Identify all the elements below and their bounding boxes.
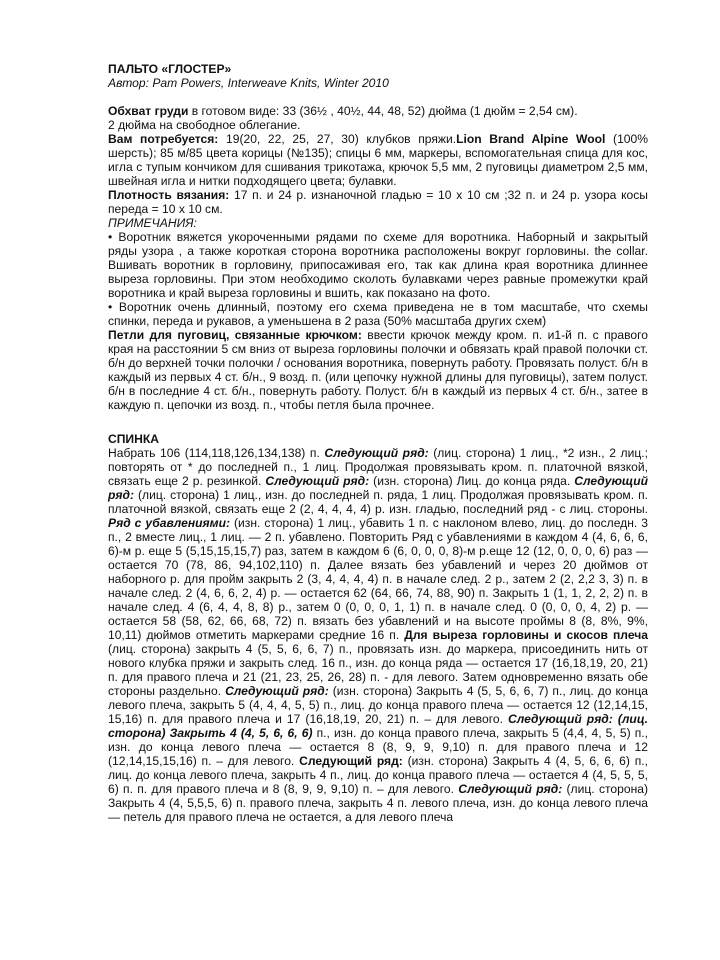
bust-paragraph <box>108 104 648 118</box>
back-instructions <box>108 446 648 824</box>
gauge-paragraph <box>108 188 648 216</box>
notes-heading: ПРИМЕЧАНИЯ: <box>108 216 197 230</box>
back-text: Набрать 106 (114,118,126,134,138) п. <box>108 446 325 460</box>
next-row-label: Следующий ряд: <box>265 474 370 488</box>
button-loops-text: ввести крючок между кром. п. и1-й п. с правого края на расстоянии 5 см вниз от выреза горловины полочки и обвязать край правой полочки ст. б/н до верхней точки полочки / основания воротника, повернуть работу. Провязать полуст. б/н в каждый из первых 4 ст. б/н., 9 возд. п. (или цепочку нужной длины для пуговицы), затем полуст. б/н в последние 4 ст. б/н., повернуть работу. Полуст. б/н в каждый из первых 4 ст. б/н., затее в каждую п. цепочки из возд. п., чтобы петля была прочнее. <box>108 328 648 412</box>
next-row-label: Следующий ряд: <box>458 782 563 796</box>
back-text: (лиц. сторона) закрыть 4 (5, 5, 6, 6, 7) п., провязать изн. до маркера, присоединить нить от нового клубка пряжи и закрыть след. 16 п., изн. до конца ряда — остается 17 (16,18,19, 20, 21) п. для правого плеча и 21 (21, 23, 25, 26, 28) п. - для левого. Затем одновременно вязать обе стороны раздельно. <box>108 642 648 698</box>
note-collar: • Воротник вяжется укороченными рядами по схеме для воротника. Наборный и закрытый ряды узора , а также короткая сторона воротника расположены вокруг горловины. the collar. Вшивать воротник в горловину, припосаживая его, так как длина края воротника длиннее выреза горловины. При этом необходимо сколоть булавками через равные промежутки край воротника и край выреза горловины и вшить, как показано на фото. <box>108 230 648 300</box>
ease-paragraph: 2 дюйма на свободное облегание. <box>108 118 301 132</box>
next-row-label: Следующий ряд: <box>324 446 429 460</box>
back-text: (лиц. сторона) 1 лиц., изн. до последней п. ряда, 1 лиц. Продолжая провязывать кром. п. платочной вязкой, связать еще 2 (2, 4, 4, 4, 4) р. изн. гладью, последний ряд - с лиц. стороны. <box>108 488 648 516</box>
back-text: (изн. сторона) Закрыть 4 (5, 5, 6, 6, 7) п., лиц. до конца левого плеча, закрыть 5 (4, 4, 4, 5, 5) п., лиц. до конца правого плеча — остается 12 (12,14,15, 15,16) п. для правого плеча и 17 (16,18,19, 20, 21) п. – для левого. <box>108 684 648 726</box>
materials-text-1: 19(20, 22, 25, 27, 30) клубков пряжи. <box>218 132 457 146</box>
back-text: (изн. сторона) Закрыть 4 (4, 5, 6, 6, 6) п., лиц. до конца левого плеча, закрыть 4 п., лиц. до конца правого плеча — остается 4 (4, 5, 5, 5, 6) п. п. для правого плеча и 8 (8, 9, 9, 9,10) п. – для левого. <box>108 754 648 796</box>
neck-shaping-label: Для выреза горловины и скосов плеча <box>404 628 648 642</box>
document-page <box>108 62 648 824</box>
bust-text: в готовом виде: 33 (36½ , 40½, 44, 48, 52) дюйма (1 дюйм = 2,54 см). <box>188 104 578 118</box>
button-loops-label: Петли для пуговиц, связанные крючком: <box>108 328 362 342</box>
back-heading: СПИНКА <box>108 432 159 446</box>
note-collar-scale: • Воротник очень длинный, поэтому его схема приведена не в том масштабе, что схемы спинки, переда и рукавов, а уменьшена в 2 раза (50% масштаба других схем) <box>108 300 648 328</box>
spacer <box>108 90 648 104</box>
back-text: (лиц. сторона) Закрыть 4 (4, 5,5,5, 6) п. правого плеча, закрыть 4 п. левого плеча, изн. до конца левого плеча — петель для правого плеча не остается, а для левого плеча <box>108 782 648 824</box>
bust-label: Обхват груди <box>108 104 189 118</box>
materials-yarn: Lion Brand Alpine Wool <box>456 132 606 146</box>
materials-label: Вам потребуется: <box>108 132 219 146</box>
back-text: (изн. сторона) Лиц. до конца ряда. <box>369 474 575 488</box>
next-row-label: Следующий ряд: <box>108 474 648 502</box>
spacer <box>108 412 648 432</box>
document-title: ПАЛЬТО «ГЛОСТЕР» <box>108 62 232 76</box>
gauge-text: 17 п. и 24 р. изнаночной гладью = 10 x 10 см ;32 п. и 24 р. узора косы переда = 10 x 10 см. <box>108 188 649 216</box>
button-loops-paragraph <box>108 328 648 412</box>
materials-text-2: (100% шерсть); 85 м/85 цвета корицы (№135); спицы 6 мм, маркеры, вспомогательная спица для кос, игла с тупым кончиком для сшивания трикотажа, крючок 5,5 мм, 2 пуговицы диаметром 2,5 мм, швейная игла и нитки подходящего цвета; булавки. <box>108 132 648 188</box>
next-row-label: Следующий ряд: <box>225 684 329 698</box>
decrease-row-label: Ряд с убавлениями: <box>108 516 231 530</box>
next-row-label: Следующий ряд: (лиц. сторона) Закрыть 4 (4, 5, 6, 6, 6) <box>108 712 648 740</box>
next-row-label: Следующий ряд: <box>299 754 403 768</box>
author-label: Автор: <box>108 76 149 90</box>
materials-paragraph <box>108 132 648 188</box>
author-line <box>108 76 648 90</box>
author-text: Pam Powers, Interweave Knits, Winter 2010 <box>149 76 389 90</box>
back-text: (лиц. сторона) 1 лиц., *2 изн., 2 лиц.; повторять от * до последней п., 1 лиц. Продолжая провязывать кром. п. платочной вязкой, связать еще 2 р. резинкой. <box>108 446 648 488</box>
gauge-label: Плотность вязания: <box>108 188 230 202</box>
back-text: (изн. сторона) 1 лиц., убавить 1 п. с наклоном влево, лиц. до последн. 3 п., 2 вместе лиц., 1 лиц. — 2 п. убавлено. Повторить Ряд с убавлениями в каждом 4 (4, 6, 6, 6, 6)-м р. еще 5 (5,15,15,15,7) раз, затем в каждом 6 (6, 0, 0, 0, 8)-м р.еще 12 (12, 0, 0, 0, 6) раз — остается 70 (78, 86, 94,102,110) п. Далее вязать без убавлений и через 20 дюймов от наборного р. для пройм закрыть 2 (3, 4, 4, 4, 4) п. в начале след. 2 р., затем 2 (2, 2,2 3, 3) п. в начале след. 2 (4, 6, 6, 2, 4) р. — остается 62 (64, 66, 74, 88, 90) п. Закрыть 1 (1, 1, 2, 2, 2) п. в начале след. 4 (6, 4, 4, 8, 8) р., затем 0 (0, 0, 0, 1, 1) п. в начале след. 0 (0, 0, 0, 4, 2) р. — остается 58 (58, 62, 66, 68, 72) п. вязать без убавлений и на высоте проймы 8 (8, 8%, 9%, 10,11) дюймов отметить маркерами средние 16 п. <box>108 516 648 642</box>
back-text: п., изн. до конца правого плеча, закрыть 5 (4,4, 4, 5, 5) п., изн. до конца левого плеча — остается 8 (8, 9, 9, 9,10) п. для правого плеча и 12 (12,14,15,15,16) п. – для левого. <box>108 726 649 768</box>
